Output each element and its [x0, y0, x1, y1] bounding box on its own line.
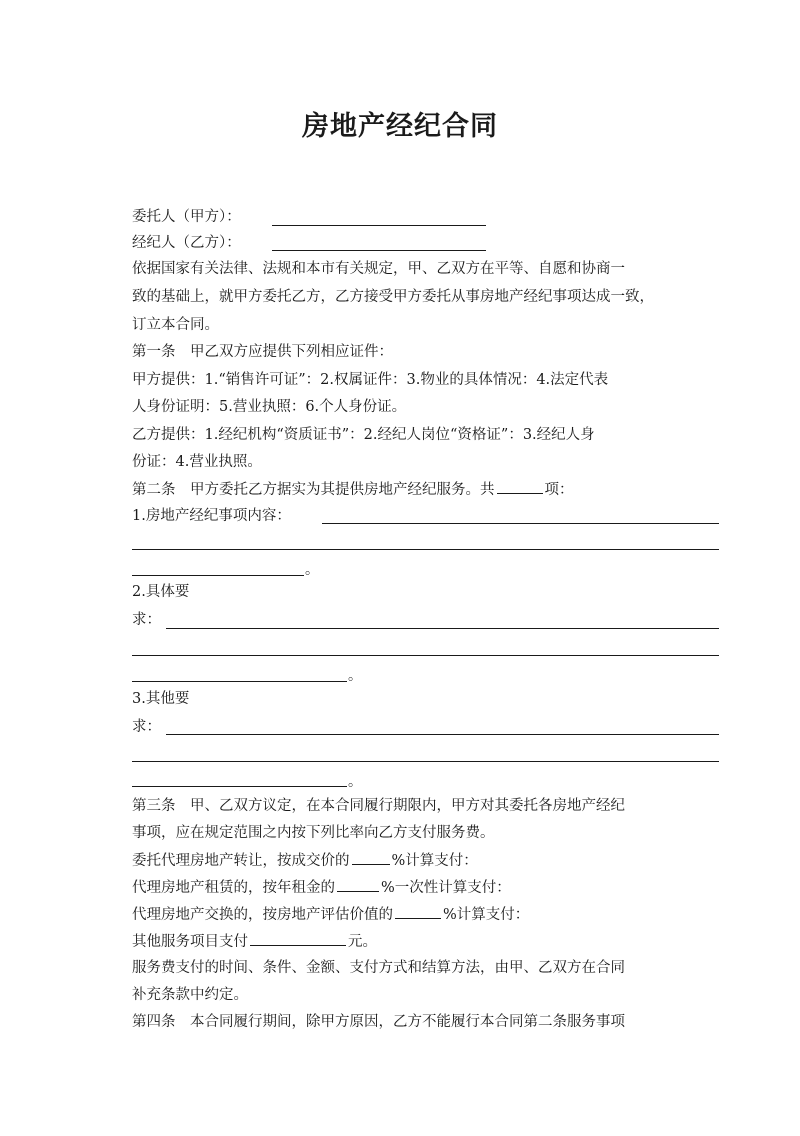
party-a-label: 委托人（甲方）：: [132, 209, 241, 225]
article-3-line-1: 第三条 甲、乙双方议定，在本合同履行期限内，甲方对其委托各房地产经纪: [132, 798, 625, 814]
article-1-party-b-line-2: 份证：4.营业执照。: [132, 454, 262, 470]
item-1-label: 1.房地产经纪事项内容：: [132, 508, 291, 524]
article-1-party-a-line-1: 甲方提供：1.“销售许可证”：2.权属证件：3.物业的具体情况：4.法定代表: [132, 372, 609, 388]
item-3-blank-1: [166, 734, 719, 735]
fee-other: 其他服务项目支付 元。: [132, 931, 377, 953]
intro-line-2: 致的基础上，就甲方委托乙方，乙方接受甲方委托从事房地产经纪事项达成一致，: [132, 289, 654, 305]
item-3-period: 。: [348, 774, 362, 790]
article-2-suffix: 项：: [544, 482, 574, 498]
item-count-blank: [497, 479, 543, 494]
item-2-blank-2: [132, 655, 719, 656]
item-2-blank-3: [132, 681, 347, 682]
article-1-party-b-line-1: 乙方提供：1.经纪机构“资质证书”：2.经纪人岗位“资格证”：3.经纪人身: [132, 427, 595, 443]
article-1-title: 第一条 甲乙双方应提供下列相应证件：: [132, 344, 393, 360]
article-3-line-2: 事项，应在规定范围之内按下列比率向乙方支付服务费。: [132, 825, 495, 841]
item-1-blank-3: [132, 575, 304, 576]
fee-other-blank: [250, 931, 346, 946]
item-1-blank-1: [322, 523, 719, 524]
fee-exchange-blank: [395, 904, 441, 919]
fee-rental-blank: [337, 877, 379, 892]
intro-line-1: 依据国家有关法律、法规和本市有关规定，甲、乙双方在平等、自愿和协商一: [132, 261, 625, 277]
article-1-party-a-line-2: 人身份证明：5.营业执照：6.个人身份证。: [132, 399, 407, 415]
fee-rental: 代理房地产租赁的，按年租金的 %一次性计算支付：: [132, 877, 511, 899]
fee-exchange: 代理房地产交换的，按房地产评估价值的 %计算支付：: [132, 904, 529, 926]
party-b-label: 经纪人（乙方）：: [132, 235, 241, 251]
item-3-label-a: 3.其他要: [132, 691, 190, 707]
payment-line-2: 补充条款中约定。: [132, 987, 248, 1003]
article-2-title: [132, 479, 574, 501]
article-2-prefix: 第二条 甲方委托乙方据实为其提供房地产经纪服务。共: [132, 482, 495, 498]
item-3-label-b: 求：: [132, 719, 161, 735]
item-2-period: 。: [348, 668, 362, 684]
article-4-line-1: 第四条 本合同履行期间，除甲方原因，乙方不能履行本合同第二条服务事项: [132, 1014, 625, 1030]
fee-transfer: 委托代理房地产转让，按成交价的 %计算支付：: [132, 850, 478, 872]
item-2-label-b: 求：: [132, 612, 161, 628]
intro-line-3: 订立本合同。: [132, 317, 219, 333]
payment-line-1: 服务费支付的时间、条件、金额、支付方式和结算方法，由甲、乙双方在合同: [132, 960, 625, 976]
fee-transfer-blank: [352, 850, 390, 865]
item-2-label-a: 2.具体要: [132, 584, 190, 600]
item-1-blank-2: [132, 549, 719, 550]
item-3-blank-2: [132, 761, 719, 762]
page-title: 房地产经纪合同: [302, 111, 498, 142]
party-b-blank: [272, 250, 486, 251]
item-2-blank-1: [166, 628, 719, 629]
item-3-blank-3: [132, 786, 347, 787]
item-1-period: 。: [305, 562, 319, 578]
party-a-blank: [272, 225, 486, 226]
